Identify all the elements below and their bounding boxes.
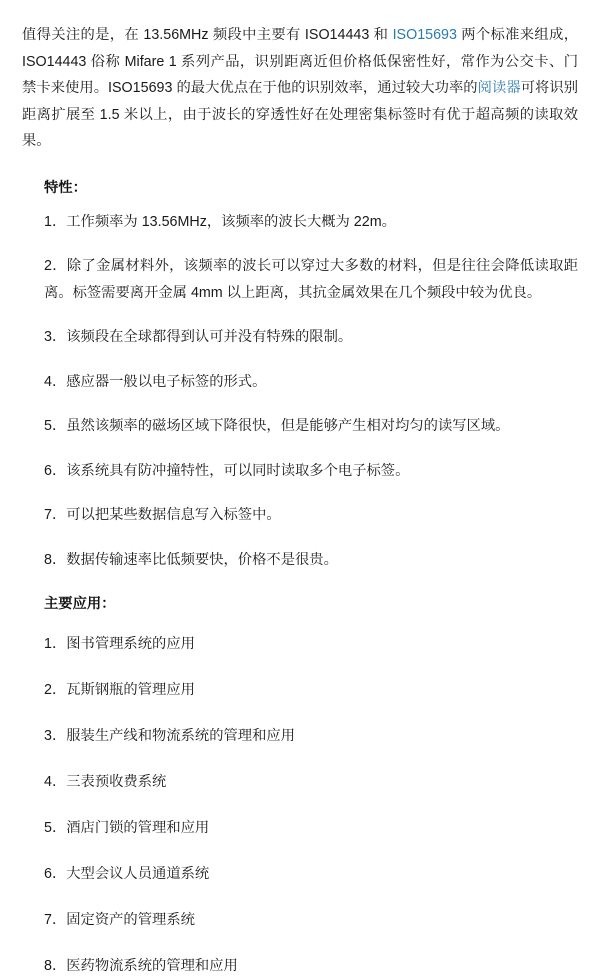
list-item-number: 8． [44,958,67,974]
list-item [22,677,578,703]
list-item [22,815,578,841]
list-item-number: 7． [44,912,67,928]
intro-text-part1: 值得关注的是，在 13.56MHz 频段中主要有 ISO14443 和 [22,27,393,43]
list-item [22,209,578,236]
heading-features: 特性： [44,179,87,196]
list-item [22,907,578,933]
list-item-number: 6． [44,866,67,882]
list-item-text: 数据传输速率比低频要快，价格不是很贵。 [66,551,338,568]
list-item-text: 感应器一般以电子标签的形式。 [66,373,267,390]
list-item-number: 4． [44,774,67,790]
list-item-text: 图书管理系统的应用 [66,636,195,652]
list-item-number: 5． [44,820,67,836]
list-item-number: 4． [44,373,67,390]
list-item [22,324,578,351]
list-item [22,723,578,749]
list-item [22,502,578,529]
list-item-number: 3． [44,329,67,345]
list-item-text: 工作频率为 13.56MHz，该频率的波长大概为 22m。 [66,213,396,230]
list-item [22,861,578,887]
list-item-text: 医药物流系统的管理和应用 [66,958,238,974]
list-item [22,413,578,440]
list-item-text: 该系统具有防冲撞特性，可以同时读取多个电子标签。 [66,462,410,479]
list-item-text: 服装生产线和物流系统的管理和应用 [66,728,295,744]
list-item [22,253,578,306]
list-item [22,547,578,574]
list-item-number: 2． [44,682,67,698]
list-item-number: 1． [44,213,67,230]
list-item-text: 三表预收费系统 [66,774,167,790]
list-item-number: 1． [44,636,67,652]
list-item-text: 可以把某些数据信息写入标签中。 [66,507,281,523]
link-iso15693[interactable]: ISO15693 [392,27,457,43]
list-item-number: 8． [44,551,67,568]
list-item [22,458,578,485]
list-item [22,953,578,979]
list-item-number: 2． [44,258,67,274]
list-item-number: 5． [44,418,67,434]
list-item [22,769,578,795]
list-item-text: 虽然该频率的磁场区域下降很快，但是能够产生相对均匀的读写区域。 [66,418,510,434]
list-item-text: 该频段在全球都得到认可并没有特殊的限制。 [66,329,353,345]
link-reader[interactable]: 阅读器 [477,80,521,96]
intro-paragraph [22,22,578,155]
list-item-text: 除了金属材料外，该频率的波长可以穿过大多数的材料，但是往往会降低读取距离。标签需要离开金属 4mm 以上距离，其抗金属效果在几个频段中较为优良。 [44,258,579,301]
list-item-text: 酒店门锁的管理和应用 [66,820,210,836]
list-item-text: 大型会议人员通道系统 [66,866,210,882]
list-item [22,369,578,396]
intro-text-part2: 两个标准来组成，ISO14443 俗称 Mifare 1 系列产品，识别距离近但价格低保密性好，常作为公交卡、门禁卡来使用。ISO15693 的最大优点在于他的识别效率，通过较大功率的 [22,27,578,96]
list-item-text: 固定资产的管理系统 [66,912,195,928]
intro-text-part3: 可将识别距离扩展至 1.5 米以上，由于波长的穿透性好在处理密集标签时有优于超高频的读取效果。 [22,80,579,149]
list-item-text: 瓦斯钢瓶的管理应用 [66,682,195,698]
list-item [22,631,578,657]
applications-list [22,631,578,979]
features-list [22,209,578,574]
heading-applications: 主要应用： [44,596,116,612]
list-item-number: 7． [44,507,67,523]
list-item-number: 3． [44,728,67,744]
list-item-number: 6． [44,462,67,479]
